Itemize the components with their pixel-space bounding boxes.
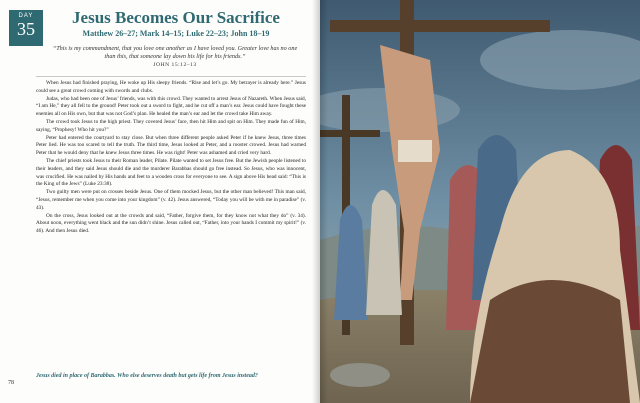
paragraph: The crowd took Jesus to the high priest. They covered Jesus’ face, then hit Him and spit on Him. They made fun of Him, saying, “Prophesy! Who hit you?” — [36, 118, 306, 133]
reflection-question: Jesus died in place of Barabbas. Who else deserves death but gets life from Jesus instead? — [36, 373, 258, 379]
paragraph: Peter had entered the courtyard to stay close. But when three different people asked Peter if he knew Jesus, three times Peter lied. He was too scared to tell the truth. The third time, Jesus looked at Peter, and a rooster crowed. Jesus had warned Peter that he would deny that he knew Jesus three times. He was right! Peter was ashamed and cried very hard. — [36, 134, 306, 157]
day-badge — [9, 10, 43, 46]
paragraph: Judas, who had been one of Jesus’ friends, was with this crowd. They wanted to arrest Jesus of Nazareth. When Jesus said, “I am He,” they all fell to the ground! Peter took out a sword to fight, and he cut off a man’s ear. Jesus could have fought these enemies all on His own, but that was not God’s plan. He healed the man’s ear and let the crowd take Him away. — [36, 95, 306, 118]
loincloth — [398, 140, 432, 162]
paragraph: When Jesus had finished praying, He woke up His sleepy friends. “Rise and let’s go. My betrayer is already here.” Jesus could see a great crowd coming with swords and clubs. — [36, 80, 306, 94]
paragraph: The chief priests took Jesus to their Roman leader, Pilate. Pilate wanted to set Jesus free. But the Jewish people listened to their leaders, and they said Jesus should die and the murderer Barabbas should go free instead. So Jesus, who was innocent, was crucified. He was nailed by His hands and feet to a wooden cross for everyone to see. A sign above His head said: “This is the King of the Jews” (Luke 23:38). — [36, 157, 306, 188]
story-body — [36, 80, 306, 236]
scripture-references: Matthew 26–27; Mark 14–15; Luke 22–23; John 18–19 — [82, 29, 270, 38]
page-title: Jesus Becomes Our Sacrifice — [72, 8, 280, 27]
day-number: 35 — [17, 19, 35, 39]
divider — [36, 76, 306, 77]
day-label: DAY — [18, 13, 34, 19]
epigraph-reference: JOHN 15:12–13 — [153, 62, 197, 68]
crucifixion-illustration — [320, 0, 640, 403]
center-cross-beam — [330, 20, 550, 32]
right-page-illustration — [320, 0, 640, 403]
rock — [330, 363, 390, 387]
page-number: 78 — [8, 380, 14, 386]
book-gutter — [312, 0, 328, 403]
epigraph-quote: “This is my commandment, that you love one another as I have loved you. Greater love has no one than this, that someone lay down his life for his friends.” — [52, 45, 298, 60]
paragraph: Two guilty men were put on crosses beside Jesus. One of them mocked Jesus, but the other man believed! This man said, “Jesus, remember me when you come into your kingdom” (v. 42). Jesus answered, “Today you will be with me in paradise” (v. 43). — [36, 189, 306, 211]
paragraph: On the cross, Jesus looked out at the crowds and said, “Father, forgive them, for they know not what they do” (v. 34). About noon, everything went black and the sun didn’t shine. Jesus called out, “Father, into your hands I commit my spirit!” (v. 46). And then Jesus died. — [36, 212, 306, 235]
left-cross-beam — [320, 130, 380, 137]
kneeling-woman-robe — [470, 280, 630, 403]
